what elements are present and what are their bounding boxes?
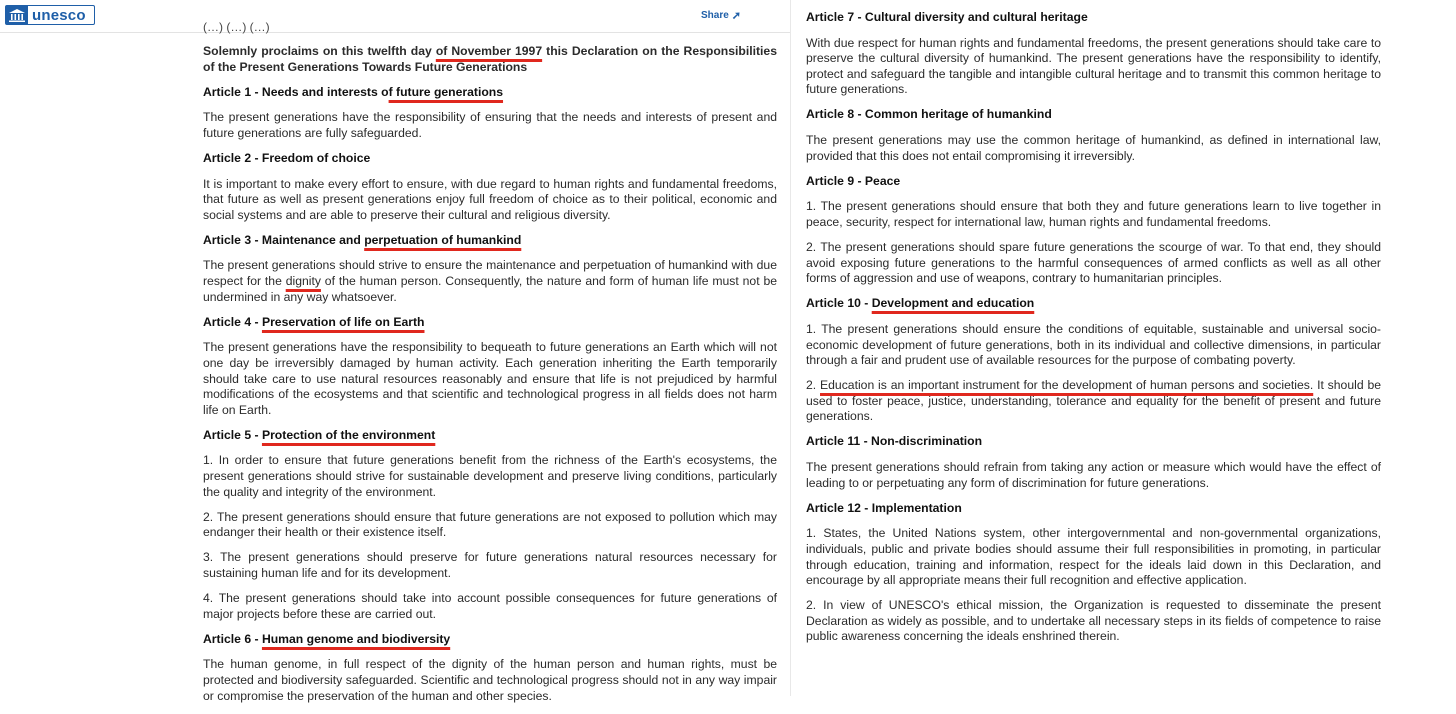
- article-2-paragraph: It is important to make every effort to ensure, with due regard to human rights and fundamental freedoms, that future as well as present generations enjoy full freedom of choice as to their political, economic and social systems and are able to preserve their cultural and religious diversity.: [203, 176, 777, 222]
- article-2-heading: Article 2 - Freedom of choice: [203, 150, 371, 165]
- truncated-line: [203, 20, 433, 34]
- right-document-body: [806, 10, 1381, 655]
- proclamation: [203, 44, 777, 75]
- heading-text: Article 6 -: [203, 631, 262, 646]
- truncated-line-text: (…) (…) (…): [203, 20, 270, 34]
- article-10-paragraph-2: [806, 378, 1381, 425]
- article-10-paragraph-1: 1. The present generations should ensure the conditions of equitable, sustainable and universal socio-economic development of future generations, both in its individual and collective dimensions, in particular through a fair and prudent use of available resources for the purpose of combating poverty.: [806, 321, 1381, 368]
- article-9-heading: Article 9 - Peace: [806, 173, 901, 188]
- article-7-heading: Article 7 - Cultural diversity and cultural heritage: [806, 10, 1088, 24]
- external-arrow-icon: ➚: [731, 10, 742, 22]
- article-12-paragraph-1: 1. States, the United Nations system, other intergovernmental and non-governmental organizations, individuals, public and private bodies should assume their full responsibilities in promoting, in particular through education, training and information, respect for the ideals laid down in this Declaration, and encourage by all appropriate means their full recognition and effective application.: [806, 526, 1381, 588]
- pane-divider: [790, 0, 791, 696]
- heading-highlight: Development and education: [871, 296, 1035, 311]
- article-4-paragraph: The present generations have the responsibility to bequeath to future generations an Earth which will not one day be irreversibly damaged by human activity. Each generation inheriting the Earth temporarily should take care to use natural resources reasonably and ensure that life is not prejudiced by harmful modifications of the ecosystems and that scientific and technological progress in all fields does not harm life on Earth.: [203, 340, 777, 417]
- proclamation-text: Solemnly proclaims on this twelfth day: [203, 44, 436, 58]
- article-10-heading: [806, 296, 1381, 312]
- heading-text: Article 10 -: [806, 296, 872, 311]
- highlight-dignity: dignity: [285, 274, 321, 289]
- heading-highlight: Human genome and biodiversity: [261, 631, 451, 646]
- article-11-heading: Article 11 - Non-discrimination: [806, 434, 983, 449]
- article-3-paragraph: [203, 258, 777, 305]
- article-5-paragraph-4: 4. The present generations should take into account possible consequences for future generations of major projects before these are carried out.: [203, 591, 777, 621]
- proclamation-text-end: this Declaration on the Responsibilities of the Present Generations Towards Future Generations: [203, 44, 777, 74]
- share-button[interactable]: [701, 9, 741, 22]
- paragraph-text: The present generations should strive to ensure the maintenance and perpetuation of humankind with due respect for the: [203, 258, 777, 289]
- article-8-heading: Article 8 - Common heritage of humankind: [806, 107, 1052, 122]
- article-5-paragraph-1: 1. In order to ensure that future generations benefit from the richness of the Earth's ecosystems, the present generations should strive for sustainable development and preserve living conditions, particularly the quality and integrity of the environment.: [203, 453, 777, 499]
- temple-icon: [6, 6, 28, 24]
- paragraph-text: 2.: [806, 378, 821, 393]
- unesco-logo[interactable]: [5, 5, 95, 25]
- heading-text: Article 1 - Needs and interests o: [203, 84, 389, 99]
- article-5-paragraph-3: 3. The present generations should preserve for future generations natural resources necessary for sustaining human life and for its development.: [203, 550, 777, 580]
- article-5-heading: [203, 428, 777, 444]
- heading-highlight: Preservation of life on Earth: [261, 314, 425, 329]
- article-8-paragraph: The present generations may use the common heritage of humankind, as defined in international law, provided that this does not entail compromising it irreversibly.: [806, 133, 1381, 163]
- heading-text: Article 4 -: [203, 314, 262, 329]
- article-11-paragraph: The present generations should refrain from taking any action or measure which would have the effect of leading to or perpetuating any form of discrimination for future generations.: [806, 460, 1381, 490]
- article-7-paragraph: With due respect for human rights and fundamental freedoms, the present generations should take care to preserve the cultural diversity of humankind. The present generations have the responsibility to identify, protect and safeguard the tangible and intangible cultural heritage and to transmit this common heritage to future generations.: [806, 35, 1381, 97]
- article-4-heading: [203, 315, 777, 331]
- share-label: Share: [701, 10, 729, 21]
- left-document-body: [203, 44, 777, 714]
- heading-highlight: perpetuation of humankind: [364, 232, 522, 247]
- paragraph-text-end: of the human person. Consequently, the nature and form of human life must not be undermined in any way whatsoever.: [203, 274, 777, 304]
- article-9-paragraph-1: 1. The present generations should ensure that both they and future generations learn to live together in peace, security, respect for international law, human rights and fundamental freedoms.: [806, 199, 1381, 229]
- highlight-date: of November 1997: [435, 44, 543, 58]
- article-9-paragraph-2: 2. The present generations should spare future generations the scourge of war. To that end, they should avoid exposing future generations to the harmful consequences of armed conflicts as well as all other forms of aggression and use of weapons, contrary to humanitarian principles.: [806, 240, 1381, 286]
- heading-text: Article 3 - Maintenance and: [203, 232, 365, 247]
- article-5-paragraph-2: 2. The present generations should ensure that future generations are not exposed to pollution which may endanger their health or their existence itself.: [203, 509, 777, 540]
- heading-highlight: Protection of the environment: [261, 427, 436, 442]
- heading-text: Article 5 -: [203, 427, 262, 442]
- article-12-heading: Article 12 - Implementation: [806, 500, 962, 515]
- logo-text: unesco: [32, 6, 86, 24]
- article-3-heading: [203, 233, 777, 249]
- paragraph-text-end: It should be used to foster peace, justice, understanding, tolerance and equality for the benefit of present and future generations.: [806, 378, 1381, 424]
- article-1-paragraph: The present generations have the responsibility of ensuring that the needs and interests of present and future generations are fully safeguarded.: [203, 110, 777, 140]
- article-6-paragraph: The human genome, in full respect of the dignity of the human person and human rights, must be protected and biodiversity safeguarded. Scientific and technological progress should not in any way impair or compromise the preservation of the human and other species.: [203, 657, 777, 703]
- article-12-paragraph-2: 2. In view of UNESCO's ethical mission, the Organization is requested to disseminate the present Declaration as widely as possible, and to undertake all necessary steps in its fields of competence to raise public awareness concerning the ideals enshrined therein.: [806, 598, 1381, 644]
- article-6-heading: [203, 632, 777, 648]
- article-1-heading: [203, 85, 777, 101]
- heading-highlight: f future generations: [388, 84, 504, 99]
- highlight-education: Education is an important instrument for the development of human persons and societies.: [820, 378, 1314, 393]
